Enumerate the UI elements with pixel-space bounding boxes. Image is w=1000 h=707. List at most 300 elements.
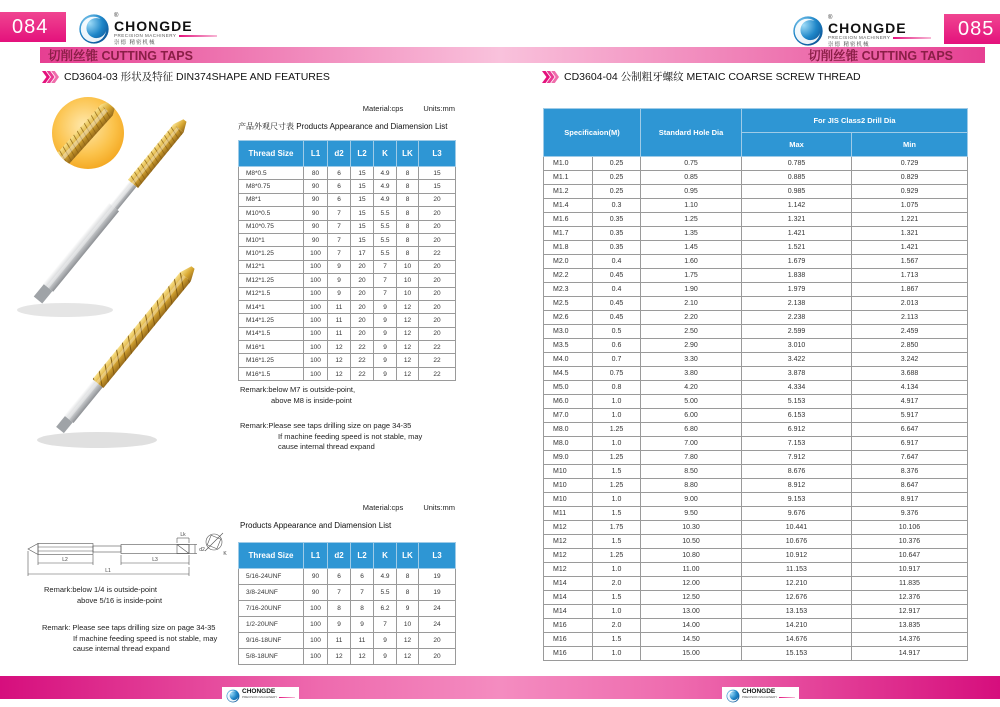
table-cell: 6.00 [641, 409, 742, 423]
table-cell: M4.5 [544, 367, 593, 381]
table-cell: 12 [397, 300, 419, 313]
table-cell: 2.138 [742, 297, 852, 311]
table-cell: 1.321 [852, 227, 968, 241]
table-cell: 5.5 [374, 220, 397, 233]
table-cell: 9 [374, 341, 397, 354]
table-cell: 19 [419, 585, 456, 601]
table-row [544, 577, 968, 591]
table-cell: 6.80 [641, 423, 742, 437]
table-cell: 9.376 [852, 507, 968, 521]
table-row [544, 353, 968, 367]
table-cell: 9 [328, 617, 351, 633]
table-cell: 9.00 [641, 493, 742, 507]
column-header: L3 [419, 543, 456, 569]
table-row [544, 409, 968, 423]
table-cell: 9 [351, 617, 374, 633]
table-cell: 0.729 [852, 157, 968, 171]
table-cell: 1.10 [641, 199, 742, 213]
table-cell: 14.210 [742, 619, 852, 633]
table-cell: 0.35 [593, 241, 641, 255]
table-cell: M12 [544, 535, 593, 549]
table-cell: 90 [304, 233, 328, 246]
table-cell: 1.0 [593, 605, 641, 619]
table-cell: M2.0 [544, 255, 593, 269]
table-cell: 8 [397, 233, 419, 246]
table-cell: 5/8-18UNF [239, 649, 304, 665]
column-header-min: Min [852, 133, 968, 157]
table-row [239, 233, 456, 246]
table-cell: 20 [351, 327, 374, 340]
section-bar-right [500, 47, 985, 63]
material-units-note-1 [295, 104, 455, 113]
table-cell: 7 [328, 585, 351, 601]
table-row [544, 297, 968, 311]
table-cell: 11.153 [742, 563, 852, 577]
units-label: Units:mm [423, 503, 455, 512]
table-cell: 8 [397, 193, 419, 206]
table-cell: 7.647 [852, 451, 968, 465]
table-cell: 5.5 [374, 207, 397, 220]
remark-line: above 5/16 is inside-point [77, 595, 163, 605]
table-cell: 15 [419, 167, 456, 180]
tap-technical-drawing [22, 527, 230, 585]
table-cell: 8 [397, 207, 419, 220]
table-cell: 10.676 [742, 535, 852, 549]
table-row [239, 601, 456, 617]
table-cell: 1.45 [641, 241, 742, 255]
page-number-right: 085 [944, 14, 1000, 44]
remark-line: cause internal thread expand [278, 442, 375, 451]
column-header-hole: Standard Hole Dia [641, 109, 742, 157]
remark-line: If machine feeding speed is not stable, may [278, 431, 423, 441]
remark-drilling-unf [42, 623, 217, 655]
table-row [544, 325, 968, 339]
table-cell: 9 [374, 327, 397, 340]
table-cell: 4.9 [374, 193, 397, 206]
table-cell: M8*1 [239, 193, 304, 206]
table-cell: 4.20 [641, 381, 742, 395]
section-bar-left-label: 切削丝锥 CUTTING TAPS [48, 49, 193, 63]
table-cell: 12.676 [742, 591, 852, 605]
table-cell: 12 [328, 341, 351, 354]
footer-band [0, 676, 1000, 699]
table-cell: 100 [304, 633, 328, 649]
table-cell: 9 [328, 274, 351, 287]
table-cell: M16 [544, 619, 593, 633]
table-cell: 10.912 [742, 549, 852, 563]
remark-point-unf [44, 585, 162, 606]
table-cell: 2.238 [742, 311, 852, 325]
table-row [544, 493, 968, 507]
table-cell: 8 [397, 569, 419, 585]
table-cell: 100 [304, 367, 328, 380]
table-cell: 20 [351, 287, 374, 300]
table-row [239, 585, 456, 601]
table-cell: 100 [304, 274, 328, 287]
table-cell: 8.80 [641, 479, 742, 493]
table-cell: 7.153 [742, 437, 852, 451]
table-cell: M1.1 [544, 171, 593, 185]
column-header: Thread Size [239, 543, 304, 569]
table-cell: M11 [544, 507, 593, 521]
table-cell: 6 [328, 193, 351, 206]
table-cell: 0.45 [593, 269, 641, 283]
brand-chinese: 崇德 精密机械 [828, 41, 870, 48]
table-row [544, 605, 968, 619]
table-cell: M12 [544, 563, 593, 577]
table-cell: 100 [304, 260, 328, 273]
globe-icon [226, 689, 240, 703]
table-cell: 1.75 [593, 521, 641, 535]
table-cell: 6 [328, 180, 351, 193]
table-cell: 4.334 [742, 381, 852, 395]
table-cell: 3.010 [742, 339, 852, 353]
table-cell: 22 [351, 341, 374, 354]
table-row [239, 314, 456, 327]
table-cell: 2.0 [593, 619, 641, 633]
table-cell: 8 [397, 167, 419, 180]
table-cell: 22 [351, 367, 374, 380]
table-row [544, 171, 968, 185]
table-cell: 13.835 [852, 619, 968, 633]
table-cell: 0.6 [593, 339, 641, 353]
metric-dimension-table [238, 140, 456, 381]
table-cell: 4.134 [852, 381, 968, 395]
table-cell: M6.0 [544, 395, 593, 409]
table-cell: 1.25 [593, 549, 641, 563]
table-row [544, 619, 968, 633]
table-cell: 8.647 [852, 479, 968, 493]
table-cell: 6.912 [742, 423, 852, 437]
table-cell: M1.8 [544, 241, 593, 255]
column-header: LK [397, 141, 419, 167]
table-row [544, 367, 968, 381]
brand-line [893, 37, 931, 39]
table-cell: M8.0 [544, 423, 593, 437]
table-cell: 11 [351, 633, 374, 649]
table-cell: 6.2 [374, 601, 397, 617]
remark-line: If machine feeding speed is not stable, may [73, 633, 218, 643]
table-row [544, 269, 968, 283]
table-row [544, 283, 968, 297]
table-row [239, 354, 456, 367]
table-cell: M12 [544, 521, 593, 535]
table-row [239, 193, 456, 206]
table-cell: 6.647 [852, 423, 968, 437]
table-cell: M14*1.25 [239, 314, 304, 327]
table-cell: 14.917 [852, 647, 968, 661]
unf-dimension-table [238, 542, 456, 665]
table-cell: 11 [328, 314, 351, 327]
table-cell: 2.0 [593, 577, 641, 591]
remark-line: Remark: Please see taps drilling size on page 34-35 [42, 623, 216, 632]
table-cell: 8 [351, 601, 374, 617]
table-header-row [239, 543, 456, 569]
table-cell: 1.5 [593, 633, 641, 647]
table-row [239, 247, 456, 260]
brand-line [279, 697, 295, 698]
table-row [544, 591, 968, 605]
table-cell: 24 [419, 617, 456, 633]
table-cell: 90 [304, 220, 328, 233]
table-row [239, 167, 456, 180]
table-cell: 15 [351, 180, 374, 193]
table-cell: 10.106 [852, 521, 968, 535]
remark-line: above M8 is inside-point [271, 395, 352, 405]
table2-caption: Products Appearance and Diamension List [240, 521, 392, 530]
table-cell: 8 [397, 220, 419, 233]
table-cell: 1.0 [593, 437, 641, 451]
table-cell: 1.075 [852, 199, 968, 213]
table-cell: 22 [419, 367, 456, 380]
table-cell: 15 [351, 193, 374, 206]
table-cell: 6 [328, 167, 351, 180]
table-cell: 12 [328, 649, 351, 665]
table-cell: 3.80 [641, 367, 742, 381]
brand-line [779, 697, 795, 698]
brand-tagline: PRECISION MACHINERY [828, 35, 891, 40]
table-cell: 1.25 [593, 423, 641, 437]
table-row [544, 521, 968, 535]
table-cell: 7 [351, 585, 374, 601]
table-cell: 8 [397, 180, 419, 193]
table-cell: 0.4 [593, 255, 641, 269]
table-cell: M2.5 [544, 297, 593, 311]
column-header: L2 [351, 543, 374, 569]
table-cell: 1.0 [593, 563, 641, 577]
table-cell: 22 [351, 354, 374, 367]
coarse-thread-drill-table [543, 108, 968, 661]
table-row [544, 255, 968, 269]
table-row [239, 341, 456, 354]
remark-line: Remark:below M7 is outside-point, [240, 385, 356, 394]
tap-photo-2 [55, 263, 199, 434]
table-cell: M5.0 [544, 381, 593, 395]
table-cell: 20 [351, 274, 374, 287]
globe-icon [726, 689, 740, 703]
table-cell: 14.376 [852, 633, 968, 647]
table-cell: 9 [374, 367, 397, 380]
table-cell: 10 [397, 260, 419, 273]
table-cell: 0.985 [742, 185, 852, 199]
table-cell: 7 [328, 207, 351, 220]
table-cell: 20 [419, 300, 456, 313]
table-cell: 20 [419, 260, 456, 273]
table-cell: M1.6 [544, 213, 593, 227]
table-cell: M16*1.25 [239, 354, 304, 367]
table-cell: M10*0.5 [239, 207, 304, 220]
table-cell: 8.50 [641, 465, 742, 479]
table-cell: 0.25 [593, 157, 641, 171]
table-cell: M1.4 [544, 199, 593, 213]
table-cell: 0.7 [593, 353, 641, 367]
table-cell: 20 [419, 193, 456, 206]
table-row [239, 367, 456, 380]
table-cell: 20 [419, 649, 456, 665]
section-bar-left [40, 47, 500, 63]
table-cell: 90 [304, 180, 328, 193]
column-header: d2 [328, 543, 351, 569]
table-cell: 1.321 [742, 213, 852, 227]
table-cell: M14*1.5 [239, 327, 304, 340]
table-cell: 20 [419, 274, 456, 287]
registered-mark: ® [114, 13, 119, 19]
table-cell: 11.835 [852, 577, 968, 591]
table-cell: 1.0 [593, 493, 641, 507]
table-cell: 1.0 [593, 395, 641, 409]
table-cell: 12 [397, 649, 419, 665]
diagram-label-lk: Lk [180, 532, 186, 538]
table-row [544, 563, 968, 577]
table-cell: 1.5 [593, 507, 641, 521]
table1-caption: 产品外观尺寸表 Products Appearance and Diamension List [238, 122, 448, 131]
table-cell: 5.917 [852, 409, 968, 423]
table-cell: M4.0 [544, 353, 593, 367]
table-row [239, 274, 456, 287]
table-cell: 1.25 [593, 451, 641, 465]
table-cell: 2.20 [641, 311, 742, 325]
table-cell: M8*0.5 [239, 167, 304, 180]
table-cell: 0.8 [593, 381, 641, 395]
table-row [239, 649, 456, 665]
table-cell: 100 [304, 300, 328, 313]
table-cell: 10.647 [852, 549, 968, 563]
brand-tagline: PRECISION MACHINERY [114, 33, 177, 38]
table-cell: 1.679 [742, 255, 852, 269]
table-cell: M2.6 [544, 311, 593, 325]
registered-mark: ® [828, 15, 833, 21]
table-cell: 5.00 [641, 395, 742, 409]
table-cell: M8*0.75 [239, 180, 304, 193]
table-cell: 0.35 [593, 227, 641, 241]
table-cell: 11 [328, 327, 351, 340]
table-cell: M16 [544, 633, 593, 647]
table-cell: 22 [419, 341, 456, 354]
table-cell: 100 [304, 287, 328, 300]
table-row [239, 569, 456, 585]
tap-closeup-inset [52, 96, 124, 169]
table-cell: 1.90 [641, 283, 742, 297]
table-cell: M10*0.75 [239, 220, 304, 233]
table-cell: 9.50 [641, 507, 742, 521]
table-header-row [239, 141, 456, 167]
table-cell: 8 [328, 601, 351, 617]
table-cell: 20 [419, 220, 456, 233]
table-row [544, 241, 968, 255]
table-cell: 11 [328, 633, 351, 649]
column-header: Thread Size [239, 141, 304, 167]
table-row [544, 465, 968, 479]
remark-line: Remark:below 1/4 is outside-point [44, 585, 157, 594]
column-header: K [374, 543, 397, 569]
table-cell: M16*1.5 [239, 367, 304, 380]
table-cell: 20 [419, 327, 456, 340]
brand-name: CHONGDE [242, 688, 276, 695]
table-cell: 10.80 [641, 549, 742, 563]
table-cell: 0.25 [593, 185, 641, 199]
table-cell: 0.3 [593, 199, 641, 213]
brand-name: CHONGDE [114, 18, 193, 34]
footer-logo-right [722, 687, 799, 705]
table-cell: 0.25 [593, 171, 641, 185]
table-row [544, 451, 968, 465]
tap-shadow-2 [37, 432, 157, 448]
table-cell: 12 [328, 367, 351, 380]
diagram-label-l3: L3 [152, 557, 158, 563]
table-cell: 6.917 [852, 437, 968, 451]
table-cell: 15.153 [742, 647, 852, 661]
table-cell: 0.95 [641, 185, 742, 199]
table-cell: 7 [328, 247, 351, 260]
table-cell: 20 [351, 314, 374, 327]
table-cell: M16*1 [239, 341, 304, 354]
table-cell: M10 [544, 493, 593, 507]
table-cell: 2.50 [641, 325, 742, 339]
table-row [544, 227, 968, 241]
table-cell: 15 [351, 207, 374, 220]
table-row [239, 207, 456, 220]
table-cell: 12.50 [641, 591, 742, 605]
table-cell: 9 [328, 287, 351, 300]
table-cell: 3.878 [742, 367, 852, 381]
table-cell: 6 [328, 569, 351, 585]
table-cell: M10 [544, 465, 593, 479]
table-cell: 100 [304, 354, 328, 367]
table-cell: M8.0 [544, 437, 593, 451]
material-label: Material:cps [362, 503, 404, 512]
table-cell: 1.142 [742, 199, 852, 213]
table-cell: 1.25 [593, 479, 641, 493]
table-cell: 1.713 [852, 269, 968, 283]
globe-icon [78, 13, 110, 45]
table-cell: 90 [304, 193, 328, 206]
table-cell: 100 [304, 247, 328, 260]
table-cell: 14.50 [641, 633, 742, 647]
table-cell: 90 [304, 585, 328, 601]
table-row [544, 157, 968, 171]
table-cell: M10*1.25 [239, 247, 304, 260]
table-cell: 2.113 [852, 311, 968, 325]
table-row [239, 287, 456, 300]
section-title-left-label: CD3604-03 形状及特征 DIN374SHAPE AND FEATURES [64, 71, 330, 83]
table-cell: 12 [397, 314, 419, 327]
table-row [239, 180, 456, 193]
table-cell: 15 [419, 180, 456, 193]
table-cell: 0.75 [593, 367, 641, 381]
units-label: Units:mm [423, 104, 455, 113]
table-cell: 9 [328, 260, 351, 273]
table-cell: 20 [419, 633, 456, 649]
table-cell: 1.5 [593, 591, 641, 605]
table-cell: 11 [328, 300, 351, 313]
table-cell: M12*1.5 [239, 287, 304, 300]
table-cell: 4.9 [374, 167, 397, 180]
table-cell: M14 [544, 591, 593, 605]
table-cell: 100 [304, 617, 328, 633]
table-cell: 2.459 [852, 325, 968, 339]
column-header: d2 [328, 141, 351, 167]
table-cell: M12*1.25 [239, 274, 304, 287]
table-cell: 10 [397, 617, 419, 633]
table-cell: 0.45 [593, 297, 641, 311]
table-cell: 0.45 [593, 311, 641, 325]
material-label: Material:cps [362, 104, 404, 113]
table-row [544, 633, 968, 647]
table-cell: 15.00 [641, 647, 742, 661]
table-row [544, 381, 968, 395]
table-cell: 5/16-24UNF [239, 569, 304, 585]
table-row [544, 647, 968, 661]
